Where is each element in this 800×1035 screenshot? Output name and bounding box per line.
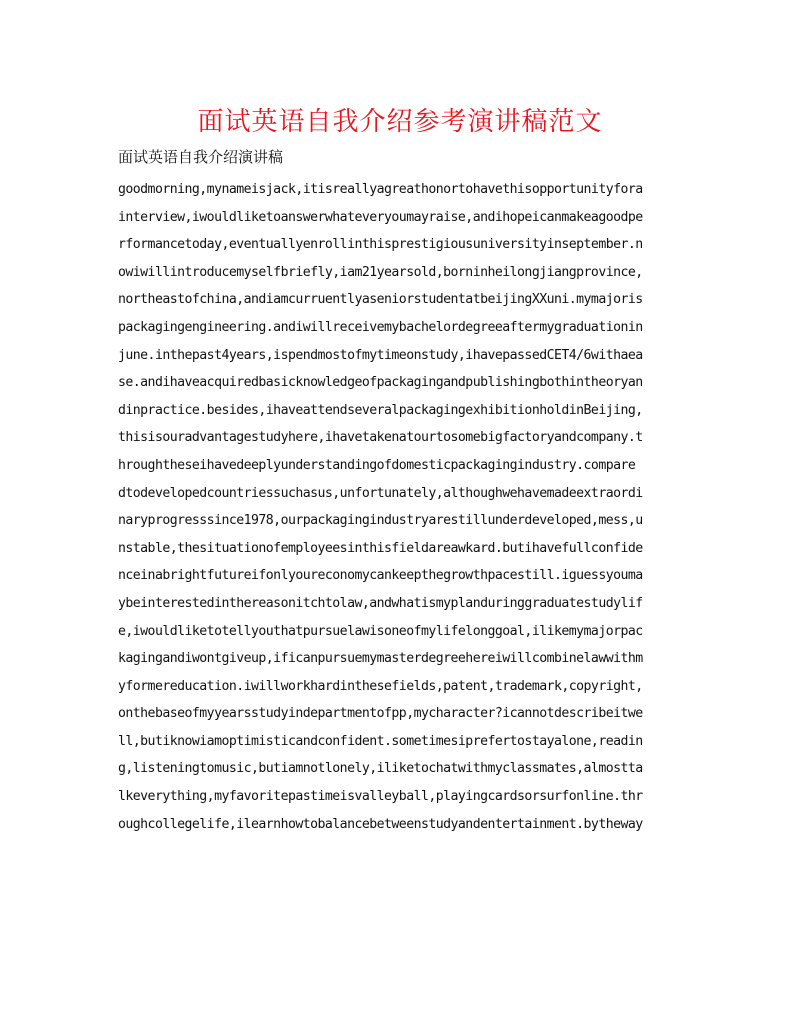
body-text-line: june.inthepast4years,ispendmostofmytimeonstudy,ihavepassedCET4/6withaea <box>118 347 643 363</box>
body-text-line: dtodevelopedcountriessuchasus,unfortunately,althoughwehavemadeextraordi <box>118 485 643 501</box>
body-text-line: kagingandiwontgiveup,ificanpursuemymasterdegreehereiwillcombinelawwithm <box>118 651 643 667</box>
body-text-line: naryprogresssince1978,ourpackagingindustryarestillunderdeveloped,mess,u <box>118 513 643 529</box>
body-text-line: northeastofchina,andiamcurruentlyaseniorstudentatbeijingXXuni.mymajoris <box>118 292 643 308</box>
document-subtitle: 面试英语自我介绍演讲稿 <box>118 148 284 166</box>
body-text-line: nceinabrightfutureifonlyoureconomycankeepthegrowthpacestill.iguessyouma <box>118 568 643 584</box>
body-text-line: se.andihaveacquiredbasicknowledgeofpackagingandpublishingbothintheoryan <box>118 375 643 391</box>
body-text-line: ybeinterestedinthereasonitchtolaw,andwhatismyplanduringgraduatestudylif <box>118 595 643 611</box>
body-text-line: ll,butiknowiamoptimisticandconfident.sometimesiprefertostayalone,readin <box>118 733 643 749</box>
body-text-line: hroughtheseihavedeeplyunderstandingofdomesticpackagingindustry.compare <box>118 457 636 473</box>
body-text-line: goodmorning,mynameisjack,itisreallyagreathonortohavethisopportunityfora <box>118 182 643 197</box>
document-body <box>118 176 688 838</box>
body-text-line: lkeverything,myfavoritepastimeisvalleyball,playingcardsorsurfonline.thr <box>118 789 643 805</box>
body-text-line: e,iwouldliketotellyouthatpursuelawisoneofmylifelonggoal,ilikemymajorpac <box>118 623 643 639</box>
body-text-line: nstable,thesituationofemployeesinthisfieldareawkard.butihavefullconfide <box>118 540 643 556</box>
body-text-line: interview,iwouldliketoanswerwhateveryoumayraise,andihopeicanmakeagoodpe <box>118 209 643 225</box>
body-text-line: rformancetoday,eventuallyenrollinthisprestigiousuniversityinseptember.n <box>118 237 643 253</box>
body-text-line: dinpractice.besides,ihaveattendseveralpackagingexhibitionholdinBeijing, <box>118 402 643 418</box>
body-text-line: onthebaseofmyyearsstudyindepartmentofpp,mycharacter?icannotdescribeitwe <box>118 706 643 722</box>
body-text-line: packagingengineering.andiwillreceivemybachelordegreeaftermygraduationin <box>118 319 643 335</box>
document-title: 面试英语自我介绍参考演讲稿范文 <box>197 107 603 137</box>
body-text-line: g,listeningtomusic,butiamnotlonely,iliketochatwithmyclassmates,almostta <box>118 761 643 777</box>
body-text-line: oughcollegelife,ilearnhowtobalancebetweenstudyandentertainment.bytheway <box>118 816 643 832</box>
body-text-line: owiwillintroducemyselfbriefly,iam21yearsold,borninheilongjiangprovince, <box>118 264 643 280</box>
body-text-line: yformereducation.iwillworkhardinthesefields,patent,trademark,copyright, <box>118 678 643 694</box>
body-text-line: thisisouradvantagestudyhere,ihavetakenatourtosomebigfactoryandcompany.t <box>118 430 643 446</box>
